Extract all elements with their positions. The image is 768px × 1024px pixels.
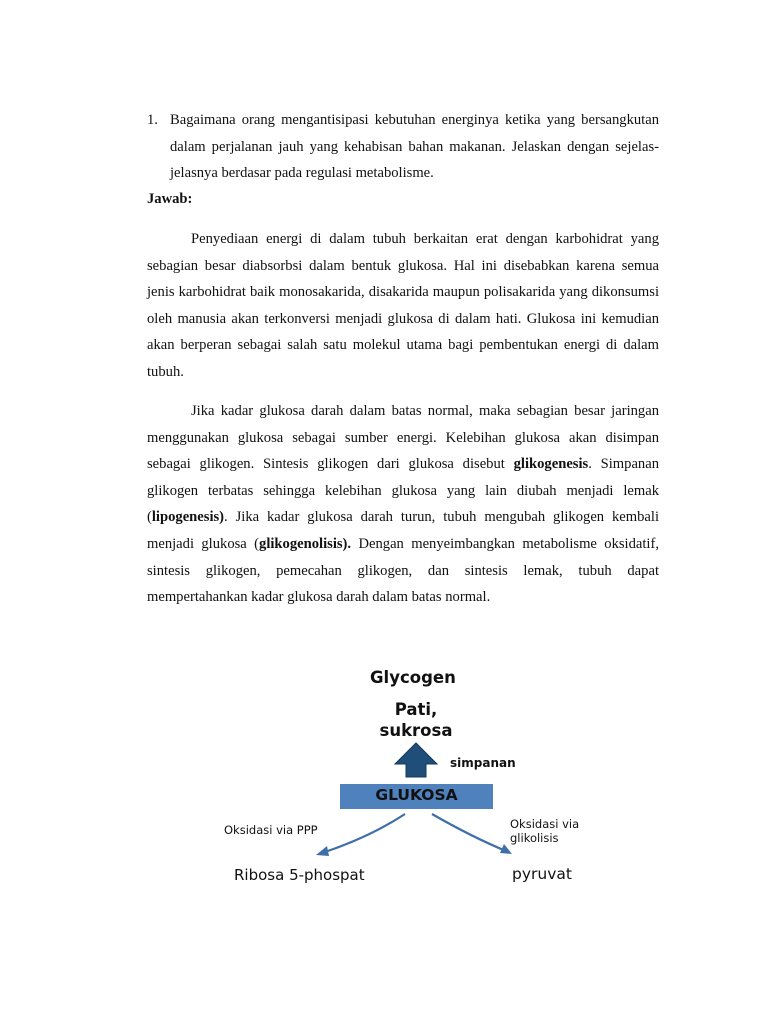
glucose-metabolism-diagram <box>210 655 610 895</box>
ribosa-label: Ribosa 5-phospat <box>234 866 365 884</box>
oksidasi-glikolisis-label: Oksidasi via glikolisis <box>510 817 580 845</box>
ppp-arrowhead <box>316 846 329 856</box>
term-glikogenesis: glikogenesis <box>513 456 589 473</box>
glukosa-label: GLUKOSA <box>375 786 458 804</box>
oksidasi-ppp-label: Oksidasi via PPP <box>224 823 318 837</box>
ppp-arrow <box>322 814 405 853</box>
glikolisis-arrowhead <box>500 844 512 854</box>
question-text: Bagaimana orang mengantisipasi kebutuhan energinya ketika yang bersangkutan dalam perjalanan jauh yang kehabisan bahan makanan. Jelaskan dengan sejelas-jelasnya berdasar pada regulasi metabolisme. <box>170 112 659 181</box>
storage-arrow <box>395 743 437 777</box>
simpanan-label: simpanan <box>450 756 516 770</box>
question-1 <box>147 107 659 187</box>
diagram-arrows <box>210 655 610 895</box>
glikolisis-arrow <box>432 814 506 851</box>
pati-sukrosa-label: Pati, sukrosa <box>379 700 453 740</box>
answer-paragraph-2 <box>147 398 659 611</box>
paragraph-2-text-3: . Jika kadar glukosa darah turun, tubuh mengubah glikogen kembali menjadi glukosa ( <box>147 509 659 552</box>
answer-paragraph-1: Penyediaan energi di dalam tubuh berkaitan erat dengan karbohidrat yang sebagian besar diabsorbsi dalam bentuk glukosa. Hal ini disebabkan karena semua jenis karbohidrat baik monosakarida, disakarida maupun polisakarida yang dikonsumsi oleh manusia akan terkonversi menjadi glukosa di dalam hati. Glukosa ini kemudian akan berperan sebagai salah satu molekul utama bagi pembentukan energi di dalam tubuh. <box>147 231 659 380</box>
paragraph-2-text-1: Jika kadar glukosa darah dalam batas normal, maka sebagian besar jaringan menggunakan glukosa sebagai sumber energi. Kelebihan glukosa akan disimpan sebagai glikogen. Sintesis glikogen dari glukosa disebut <box>147 403 659 473</box>
term-glikogenolisis: glikogenolisis). <box>259 535 352 552</box>
answer-label: Jawab: <box>147 191 193 207</box>
paragraph-2-text-4: Dengan menyeimbangkan metabolisme oksidatif, sintesis glikogen, pemecahan glikogen, dan sintesis lemak, tubuh dapat mempertahankan kadar glukosa darah dalam batas normal. <box>147 535 659 606</box>
pyruvat-label: pyruvat <box>512 865 572 883</box>
glycogen-label: Glycogen <box>370 668 456 687</box>
term-lipogenesis: lipogenesis) <box>151 509 225 526</box>
question-number: 1. <box>147 112 158 128</box>
paragraph-2-text-2: . Simpanan glikogen terbatas sehingga kelebihan glukosa yang lain diubah menjadi lemak ( <box>147 456 660 526</box>
